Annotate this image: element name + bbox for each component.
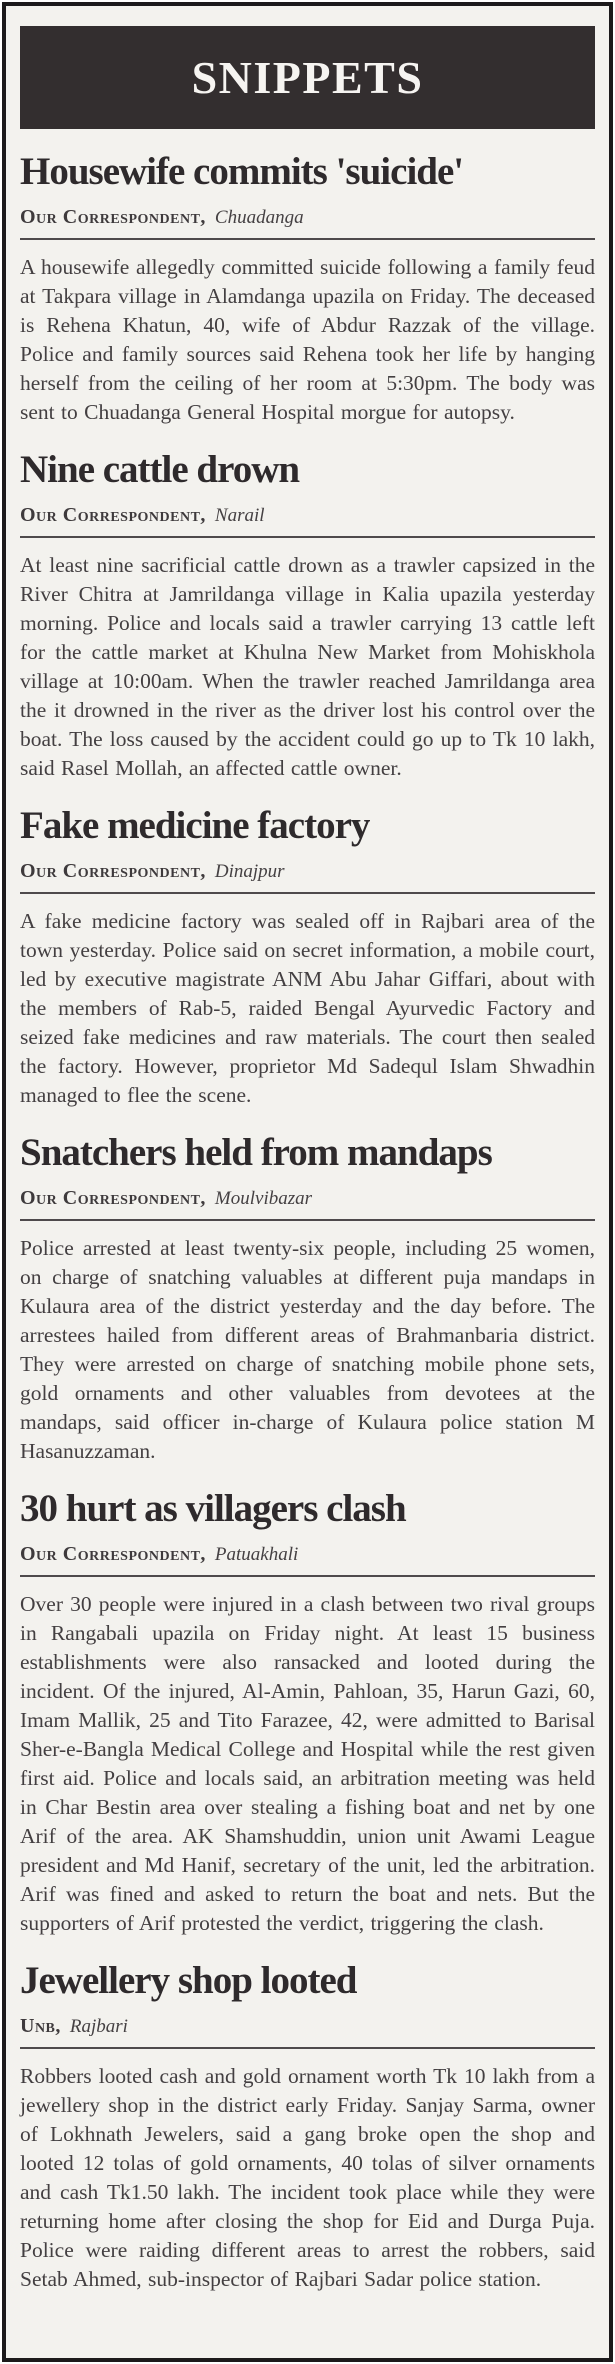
byline-location: Moulvibazar bbox=[214, 1188, 313, 1210]
article-byline bbox=[20, 1543, 595, 1566]
article-body: At least nine sacrificial cattle drown as a trawler capsized in the River Chitra at Jamrildanga village in Kalia upazila yesterday morning. Police and locals said a trawler carrying 13 cattle left for the cattle market at Khulna New Market from Mohiskhola village at 10:00am. When the trawler reached Jamrildanga area the it drowned in the river as the driver lost his control over the boat. The loss caused by the accident could go up to Tk 10 lakh, said Rasel Mollah, an affected cattle owner. bbox=[20, 553, 595, 780]
article-headline: 30 hurt as villagers clash bbox=[20, 1487, 406, 1530]
byline-divider bbox=[20, 238, 595, 240]
article-body: Over 30 people were injured in a clash between two rival groups in Rangabali upazila on Friday night. At least 15 business establishments were also ransacked and looted during the incident. Of the injured, Al-Amin, Pahloan, 35, Harun Gazi, 60, Imam Mallik, 25 and Tito Farazee, 42, were admitted to Barisal Sher-e-Bangla Medical College and Hospital while the rest given first aid. Police and locals said, an arbitration meeting was held in Char Bestin area over stealing a fishing boat and net by one Arif of the area. AK Shamshuddin, union unit Awami League president and Md Hanif, secretary of the unit, led the arbitration. Arif was fined and asked to return the boat and nets. But the supporters of Arif protested the verdict, triggering the clash. bbox=[20, 1592, 595, 1935]
article-body: A fake medicine factory was sealed off in Rajbari area of the town yesterday. Police said on secret information, a mobile court, led by executive magistrate ANM Abu Jahar Giffari, about with the members of Rab-5, raided Bengal Ayurvedic Factory and seized fake medicines and raw materials. The court then sealed the factory. However, proprietor Md Sadequl Islam Shwadhin managed to flee the scene. bbox=[20, 909, 595, 1107]
byline-correspondent: Our Correspondent, bbox=[20, 860, 206, 883]
article-snatchers-held bbox=[20, 1132, 595, 1466]
article-headline: Fake medicine factory bbox=[20, 804, 370, 847]
article-jewellery-looted bbox=[20, 1960, 595, 2294]
article-headline: Housewife commits 'suicide' bbox=[20, 150, 464, 193]
article-byline bbox=[20, 860, 595, 883]
byline-divider bbox=[20, 892, 595, 894]
article-headline: Snatchers held from mandaps bbox=[20, 1131, 492, 1174]
article-body: Robbers looted cash and gold ornament worth Tk 10 lakh from a jewellery shop in the district early Friday. Sanjay Sarma, owner of Lokhnath Jewelers, said a gang broke open the shop and looted 12 tolas of gold ornaments, 40 tolas of silver ornaments and cash Tk1.50 lakh. The incident took place while they were returning home after closing the shop for Eid and Durga Puja. Police were raiding different areas to arrest the robbers, said Setab Ahmed, sub-inspector of Rajbari Sadar police station. bbox=[20, 2064, 595, 2291]
article-byline bbox=[20, 206, 595, 229]
byline-correspondent: Our Correspondent, bbox=[20, 1543, 206, 1566]
byline-correspondent: Our Correspondent, bbox=[20, 206, 206, 229]
article-body: Police arrested at least twenty-six people, including 25 women, on charge of snatching valuables at different puja mandaps in Kulaura area of the district yesterday and the day before. The arrestees hailed from different areas of Brahmanbaria district. They were arrested on charge of snatching mobile phone sets, gold ornaments and other valuables from devotees at the mandaps, said officer in-charge of Kulaura police station M Hasanuzzaman. bbox=[20, 1236, 595, 1463]
byline-correspondent: Unb, bbox=[20, 2015, 61, 2038]
byline-location: Dinajpur bbox=[214, 861, 285, 883]
byline-location: Narail bbox=[214, 505, 265, 527]
article-headline: Jewellery shop looted bbox=[20, 1959, 357, 2002]
byline-location: Patuakhali bbox=[214, 1544, 299, 1566]
article-cattle-drown bbox=[20, 449, 595, 783]
page-title: SNIPPETS bbox=[191, 52, 424, 103]
byline-correspondent: Our Correspondent, bbox=[20, 504, 206, 527]
article-villagers-clash bbox=[20, 1488, 595, 1938]
byline-divider bbox=[20, 2047, 595, 2049]
article-byline bbox=[20, 2015, 595, 2038]
article-body: A housewife allegedly committed suicide following a family feud at Takpara village in Alamdanga upazila on Friday. The deceased is Rehena Khatun, 40, wife of Abdur Razzak of the village. Police and family sources said Rehena took her life by hanging herself from the ceiling of her room at 5:30pm. The body was sent to Chuadanga General Hospital morgue for autopsy. bbox=[20, 255, 595, 424]
masthead-bar bbox=[20, 26, 595, 129]
byline-divider bbox=[20, 536, 595, 538]
article-housewife-suicide bbox=[20, 151, 595, 427]
byline-divider bbox=[20, 1575, 595, 1577]
article-fake-medicine bbox=[20, 805, 595, 1110]
newspaper-clipping bbox=[2, 2, 613, 2362]
byline-correspondent: Our Correspondent, bbox=[20, 1187, 206, 1210]
article-headline: Nine cattle drown bbox=[20, 448, 300, 491]
byline-location: Chuadanga bbox=[214, 207, 304, 229]
article-byline bbox=[20, 1187, 595, 1210]
byline-divider bbox=[20, 1219, 595, 1221]
byline-location: Rajbari bbox=[69, 2016, 128, 2038]
article-byline bbox=[20, 504, 595, 527]
